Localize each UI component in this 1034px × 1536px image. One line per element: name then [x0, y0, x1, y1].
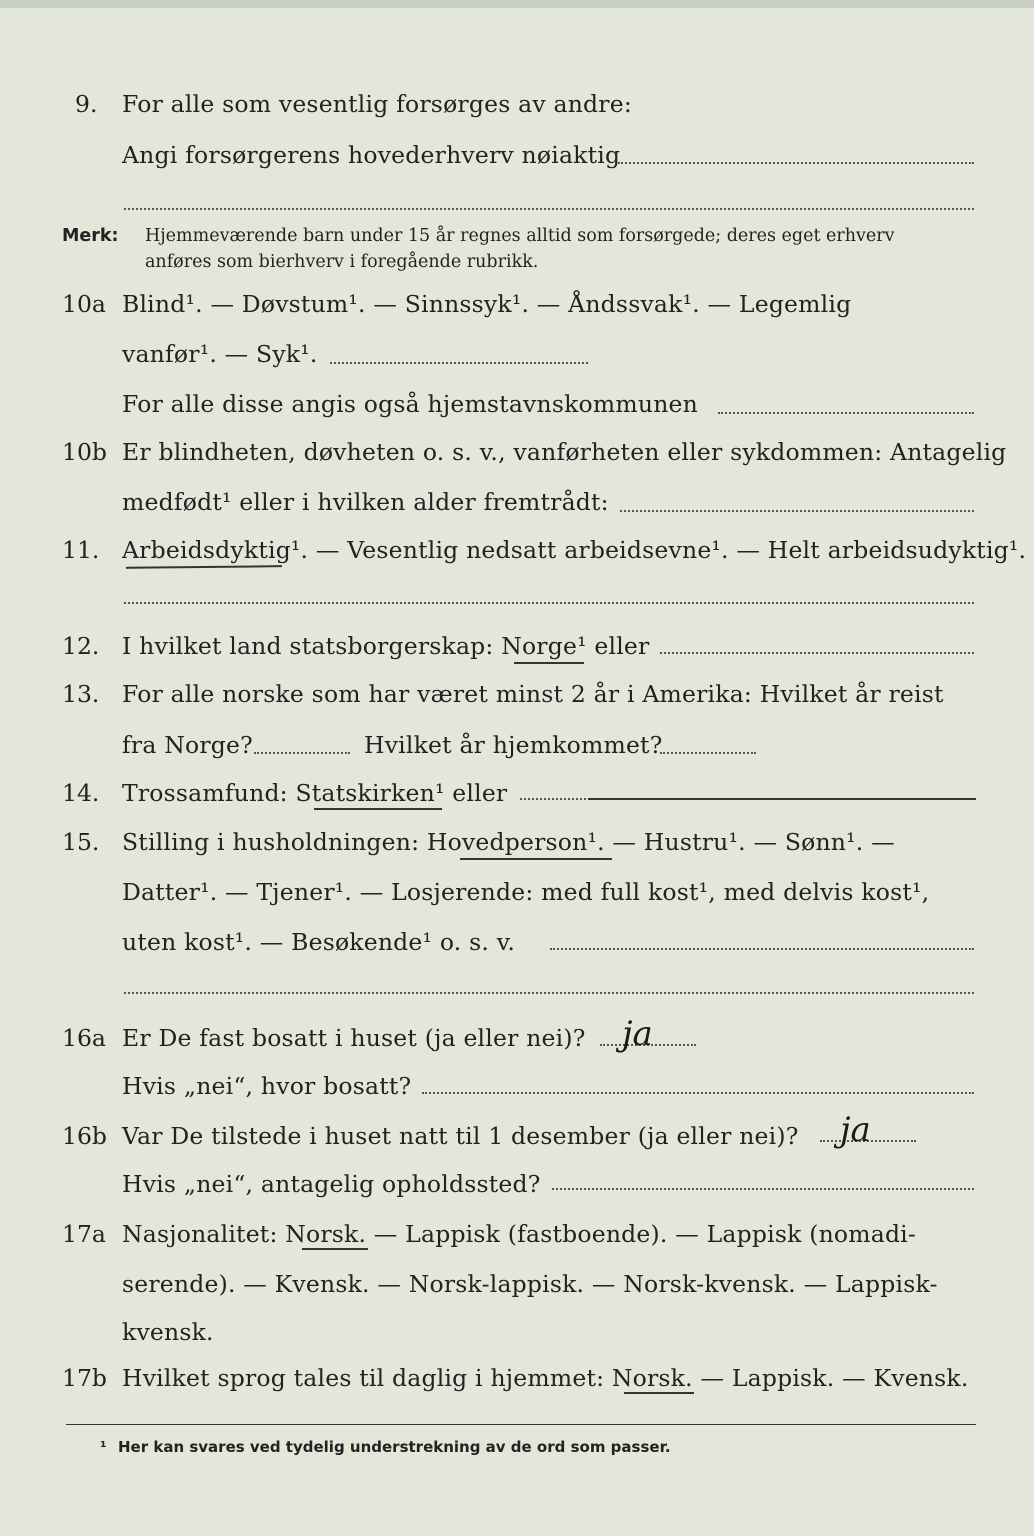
q17b-underline-norsk [624, 1392, 694, 1394]
q17a-line2: serende). — Kvensk. — Norsk-lappisk. — Norsk-kvensk. — Lappisk- [122, 1270, 938, 1298]
q17a-underline-norsk [302, 1248, 368, 1250]
q9-answer-line-2 [124, 208, 974, 210]
q14-line1: Trossamfund: Statskirken¹ eller [122, 779, 508, 807]
q16b-line2: Hvis „nei“, antagelig opholdssted? [122, 1170, 541, 1198]
q16b-number: 16b [62, 1122, 107, 1150]
q15-answer-line-2 [124, 992, 974, 994]
q11-line1: Arbeidsdyktig¹. — Vesentlig nedsatt arbeidsevne¹. — Helt arbeidsudyktig¹. [122, 536, 1027, 564]
q15-line2: Datter¹. — Tjener¹. — Losjerende: med full kost¹, med delvis kost¹, [122, 878, 930, 906]
q12-line1: I hvilket land statsborgerskap: Norge¹ eller [122, 632, 650, 660]
q16b-opholdssted-line [552, 1188, 974, 1190]
merk-line1: Hjemmeværende barn under 15 år regnes alltid som forsørgede; deres eget erhverv [145, 226, 895, 246]
q10a-line1: Blind¹. — Døvstum¹. — Sinnssyk¹. — Åndssvak¹. — Legemlig [122, 290, 852, 318]
q13-hjemkommet-line [660, 752, 756, 754]
q17a-line1: Nasjonalitet: Norsk. — Lappisk (fastboende). — Lappisk (nomadi- [122, 1220, 917, 1248]
q16a-bosatt-line [422, 1092, 974, 1094]
q10a-answer-line [330, 362, 588, 364]
q16a-number: 16a [62, 1024, 106, 1052]
q15-answer-line [550, 948, 974, 950]
q13-reist-line [254, 752, 350, 754]
footnote-divider [66, 1424, 976, 1425]
q10a-number: 10a [62, 290, 106, 318]
q14-answer-dots [520, 798, 586, 800]
q10b-line1: Er blindheten, døvheten o. s. v., vanførheten eller sykdommen: Antagelig [122, 438, 1007, 466]
q13-line2b: Hvilket år hjemkommet? [364, 731, 663, 759]
q17a-line3: kvensk. [122, 1318, 214, 1346]
q9-line2: Angi forsørgerens hovederhverv nøiaktig [122, 141, 621, 169]
q13-number: 13. [62, 680, 100, 708]
q14-underline-statskirken [314, 808, 442, 810]
q11-answer-line [124, 602, 974, 604]
q15-line1: Stilling i husholdningen: Hovedperson¹. — Hustru¹. — Sønn¹. — [122, 828, 895, 856]
q12-answer-line [660, 652, 974, 654]
q9-answer-line [618, 162, 974, 164]
q10a-hjemstavn-line [718, 412, 974, 414]
q17b-line1: Hvilket sprog tales til daglig i hjemmet: Norsk. — Lappisk. — Kvensk. [122, 1364, 969, 1392]
q16b-line1: Var De tilstede i huset natt til 1 desember (ja eller nei)? [122, 1122, 799, 1150]
q10b-line2: medfødt¹ eller i hvilken alder fremtrådt: [122, 488, 609, 516]
q10a-line2: vanfør¹. — Syk¹. [122, 340, 318, 368]
q11-underline-arbeidsdyktig [126, 565, 282, 569]
q16a-line2: Hvis „nei“, hvor bosatt? [122, 1072, 412, 1100]
q13-line2a: fra Norge? [122, 731, 253, 759]
q15-underline-hovedperson [460, 858, 612, 860]
page-edge [0, 0, 1034, 8]
q13-line1: For alle norske som har været minst 2 år i Amerika: Hvilket år reist [122, 680, 944, 708]
q16a-line1: Er De fast bosatt i huset (ja eller nei)? [122, 1024, 586, 1052]
q15-number: 15. [62, 828, 100, 856]
footnote-text: Her kan svares ved tydelig understrekning av de ord som passer. [118, 1438, 671, 1456]
q10b-number: 10b [62, 438, 107, 466]
q12-underline-norge [514, 662, 584, 664]
merk-line2: anføres som bierhverv i foregående rubrikk. [145, 252, 539, 272]
q11-number: 11. [62, 536, 100, 564]
q16b-handwritten-answer: ja [840, 1110, 871, 1150]
q17b-number: 17b [62, 1364, 107, 1392]
q14-answer-line [588, 798, 976, 800]
q10a-line3: For alle disse angis også hjemstavnskommunen [122, 390, 698, 418]
q9-number: 9. [75, 90, 98, 118]
q16a-handwritten-answer: ja [622, 1014, 653, 1054]
q17a-number: 17a [62, 1220, 106, 1248]
footnote-mark: ¹ [100, 1438, 107, 1456]
q9-line1: For alle som vesentlig forsørges av andre: [122, 90, 632, 118]
q14-number: 14. [62, 779, 100, 807]
q15-line3: uten kost¹. — Besøkende¹ o. s. v. [122, 928, 516, 956]
q12-number: 12. [62, 632, 100, 660]
q10b-answer-line [620, 510, 974, 512]
merk-label: Merk: [62, 226, 119, 246]
